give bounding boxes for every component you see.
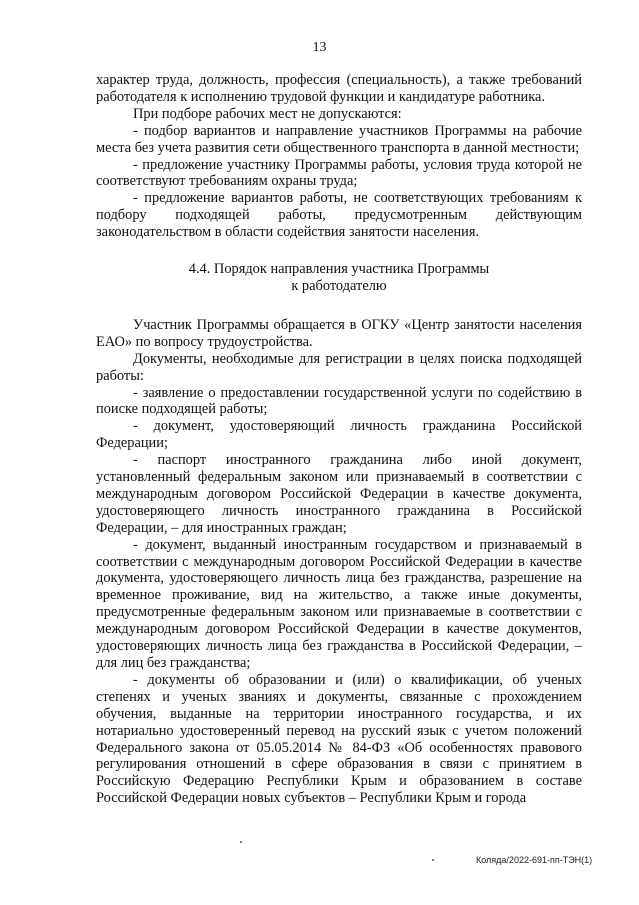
paragraph: Участник Программы обращается в ОГКУ «Центр занятости населения ЕАО» по вопросу трудоустройства. [96, 316, 582, 350]
document-body [96, 72, 582, 807]
paragraph: Документы, необходимые для регистрации в целях поиска подходящей работы: [96, 350, 582, 384]
list-item: - документ, удостоверяющий личность гражданина Российской Федерации; [96, 418, 582, 452]
paragraph: При подборе рабочих мест не допускаются: [133, 105, 402, 122]
list-item: - паспорт иностранного гражданина либо иной документ, установленный федеральным законом или признаваемый в соответствии с международным договором Российской Федерации в качестве документа, удостоверяющего личность иностранного гражданина в Российской Федерации, – для иностранных граждан; [96, 452, 582, 536]
footer-stamp: Коляда/2022-691-пп-ТЭН(1) [476, 855, 593, 865]
list-item: - предложение участнику Программы работы, условия труда которой не соответствуют требованиям охраны труда; [96, 156, 582, 190]
section-heading-line1: 4.4. Порядок направления участника Программы [188, 261, 490, 278]
list-item: - заявление о предоставлении государственной услуги по содействию в поиске подходящей работы; [96, 384, 582, 418]
section-heading [96, 261, 582, 295]
paragraph: характер труда, должность, профессия (специальность), а также требований работодателя к исполнению трудовой функции и кандидатуре работника. [96, 72, 582, 105]
scan-speck [432, 859, 434, 861]
list-item: - документы об образовании и (или) о квалификации, об ученых степенях и ученых званиях и документы, связанные с прохождением обучения, выданные на территории иностранного государства, и их нотариально удостоверенный перевод на русский язык с учетом положений Федерального закона от 05.05.2014 № 84-ФЗ «Об особенностях правового регулирования отношений в сфере образования в связи с принятием в Российскую Федерацию Республики Крым и образованием в составе Российской Федерации новых субъектов – Республики Крым и города [96, 671, 582, 807]
list-item: - документ, выданный иностранным государством и признаваемый в соответствии с международным договором Российской Федерации в качестве документа, удостоверяющего личность лица без гражданства, разрешение на временное проживание, вид на жительство, а также иные документы, предусмотренные федеральным законом или признаваемые в соответствии с международным договором Российской Федерации в качестве документов, удостоверяющих личность лица без гражданства в Российской Федерации, – для лиц без гражданства; [96, 536, 582, 671]
page-number: 13 [312, 40, 327, 55]
list-item: - подбор вариантов и направление участников Программы на рабочие места без учета развития сети общественного транспорта в данной местности; [96, 122, 582, 156]
scan-speck [240, 841, 242, 843]
section-heading-line2: к работодателю [291, 277, 387, 294]
list-item: - предложение вариантов работы, не соответствующих требованиям к подбору подходящей работы, предусмотренным действующим законодательством в области содействия занятости населения. [96, 190, 582, 241]
